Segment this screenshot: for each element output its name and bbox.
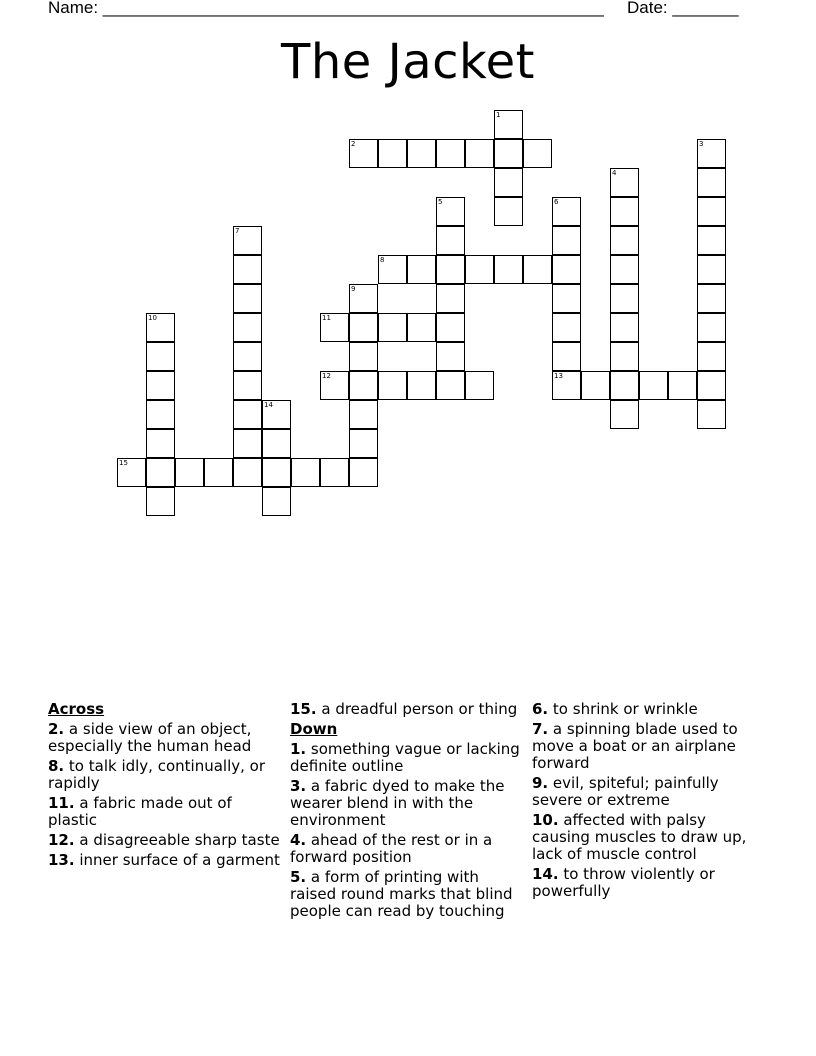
crossword-cell: [320, 458, 349, 487]
clue-column-3: [532, 701, 768, 903]
crossword-cell: [494, 110, 523, 139]
crossword-cell: [349, 342, 378, 371]
clue-number: 9: [351, 285, 356, 293]
crossword-cell: [146, 487, 175, 516]
clue-number: 2: [351, 140, 356, 148]
clue-number: 3: [699, 140, 704, 148]
crossword-cell: [233, 458, 262, 487]
crossword-cell: [349, 313, 378, 342]
crossword-cell: [349, 429, 378, 458]
down-heading: Down: [290, 720, 338, 738]
crossword-cell: [581, 371, 610, 400]
clue-number: 11: [322, 314, 331, 322]
crossword-cell: [436, 371, 465, 400]
crossword-cell: [349, 371, 378, 400]
crossword-cell: [320, 313, 349, 342]
crossword-cell: [233, 429, 262, 458]
clue-across-8: 8. to talk idly, continually, or rapidly: [48, 757, 265, 792]
crossword-cell: [233, 226, 262, 255]
clue-across-11: 11. a fabric made out of plastic: [48, 794, 232, 829]
crossword-cell: [610, 371, 639, 400]
crossword-cell: [378, 255, 407, 284]
crossword-cell: [523, 139, 552, 168]
date-field-label: Date: _______: [627, 0, 739, 17]
crossword-cell: [610, 284, 639, 313]
clue-number: 7: [235, 227, 240, 235]
crossword-cell: [610, 226, 639, 255]
clue-number: 12: [322, 372, 331, 380]
clue-across-2: 2. a side view of an object, especially the human head: [48, 720, 252, 755]
clue-number: 14: [264, 401, 273, 409]
crossword-cell: [349, 458, 378, 487]
crossword-cell: [233, 342, 262, 371]
clue-number: 15: [119, 459, 128, 467]
across-heading: Across: [48, 700, 105, 718]
page-title: The Jacket: [281, 34, 535, 90]
crossword-cell: [146, 371, 175, 400]
crossword-cell: [407, 255, 436, 284]
crossword-cell: [697, 168, 726, 197]
crossword-cell: [262, 429, 291, 458]
crossword-cell: [552, 371, 581, 400]
crossword-cell: [552, 255, 581, 284]
crossword-cell: [552, 226, 581, 255]
crossword-cell: [146, 400, 175, 429]
crossword-cell: [291, 458, 320, 487]
crossword-cell: [146, 313, 175, 342]
crossword-cell: [349, 400, 378, 429]
crossword-cell: [146, 342, 175, 371]
clue-number: 4: [612, 169, 617, 177]
clue-number: 6: [554, 198, 559, 206]
crossword-cell: [436, 139, 465, 168]
crossword-cell: [320, 371, 349, 400]
clue-number: 5: [438, 198, 443, 206]
crossword-cell: [436, 255, 465, 284]
crossword-cell: [349, 139, 378, 168]
crossword-cell: [233, 284, 262, 313]
crossword-cell: [262, 458, 291, 487]
crossword-cell: [697, 313, 726, 342]
crossword-cell: [552, 284, 581, 313]
crossword-cell: [233, 255, 262, 284]
crossword-cell: [465, 371, 494, 400]
crossword-cell: [117, 458, 146, 487]
clue-down-14: 14. to throw violently or powerfully: [532, 865, 715, 900]
crossword-cell: [494, 255, 523, 284]
crossword-cell: [262, 487, 291, 516]
crossword-cell: [552, 342, 581, 371]
crossword-cell: [262, 400, 291, 429]
clue-down-4: 4. ahead of the rest or in a forward position: [290, 831, 493, 866]
crossword-cell: [610, 197, 639, 226]
crossword-cell: [552, 197, 581, 226]
clue-down-10: 10. affected with palsy causing muscles to draw up, lack of muscle control: [532, 811, 747, 863]
crossword-cell: [407, 313, 436, 342]
crossword-cell: [465, 139, 494, 168]
name-field-label: Name: _____________________________________________________: [48, 0, 604, 17]
clue-down-6: 6. to shrink or wrinkle: [532, 700, 698, 718]
crossword-cell: [697, 255, 726, 284]
crossword-cell: [639, 371, 668, 400]
crossword-cell: [378, 313, 407, 342]
clue-down-1: 1. something vague or lacking definite outline: [290, 740, 520, 775]
crossword-cell: [349, 284, 378, 313]
crossword-cell: [233, 400, 262, 429]
clue-down-5: 5. a form of printing with raised round marks that blind people can read by touching: [290, 868, 513, 920]
clue-down-9: 9. evil, spiteful; painfully severe or extreme: [532, 774, 719, 809]
crossword-cell: [233, 371, 262, 400]
clue-down-3: 3. a fabric dyed to make the wearer blend in with the environment: [290, 777, 505, 829]
clue-across-13: 13. inner surface of a garment: [48, 851, 280, 869]
clue-number: 13: [554, 372, 563, 380]
crossword-cell: [494, 168, 523, 197]
crossword-cell: [407, 139, 436, 168]
crossword-cell: [146, 458, 175, 487]
crossword-cell: [146, 429, 175, 458]
crossword-cell: [697, 400, 726, 429]
crossword-cell: [378, 139, 407, 168]
crossword-cell: [436, 284, 465, 313]
crossword-cell: [552, 313, 581, 342]
clue-number: 1: [496, 111, 501, 119]
crossword-cell: [697, 284, 726, 313]
crossword-cell: [436, 226, 465, 255]
crossword-cell: [697, 139, 726, 168]
crossword-cell: [465, 255, 494, 284]
crossword-cell: [610, 168, 639, 197]
crossword-cell: [436, 197, 465, 226]
crossword-cell: [523, 255, 552, 284]
clue-number: 8: [380, 256, 385, 264]
clue-across-12: 12. a disagreeable sharp taste: [48, 831, 280, 849]
crossword-cell: [610, 255, 639, 284]
crossword-cell: [610, 313, 639, 342]
crossword-cell: [436, 342, 465, 371]
crossword-cell: [494, 139, 523, 168]
clue-column-1: [48, 701, 283, 872]
crossword-cell: [233, 313, 262, 342]
crossword-cell: [175, 458, 204, 487]
crossword-cell: [494, 197, 523, 226]
crossword-cell: [697, 342, 726, 371]
crossword-cell: [610, 400, 639, 429]
crossword-cell: [610, 342, 639, 371]
crossword-cell: [697, 371, 726, 400]
crossword-cell: [668, 371, 697, 400]
crossword-cell: [378, 371, 407, 400]
crossword-cell: [204, 458, 233, 487]
crossword-cell: [697, 226, 726, 255]
crossword-cell: [436, 313, 465, 342]
clue-down-7: 7. a spinning blade used to move a boat or an airplane forward: [532, 720, 738, 772]
crossword-cell: [407, 371, 436, 400]
clue-column-2: [290, 701, 526, 923]
clue-number: 10: [148, 314, 157, 322]
crossword-cell: [697, 197, 726, 226]
clue-across-15: 15. a dreadful person or thing: [290, 700, 518, 718]
